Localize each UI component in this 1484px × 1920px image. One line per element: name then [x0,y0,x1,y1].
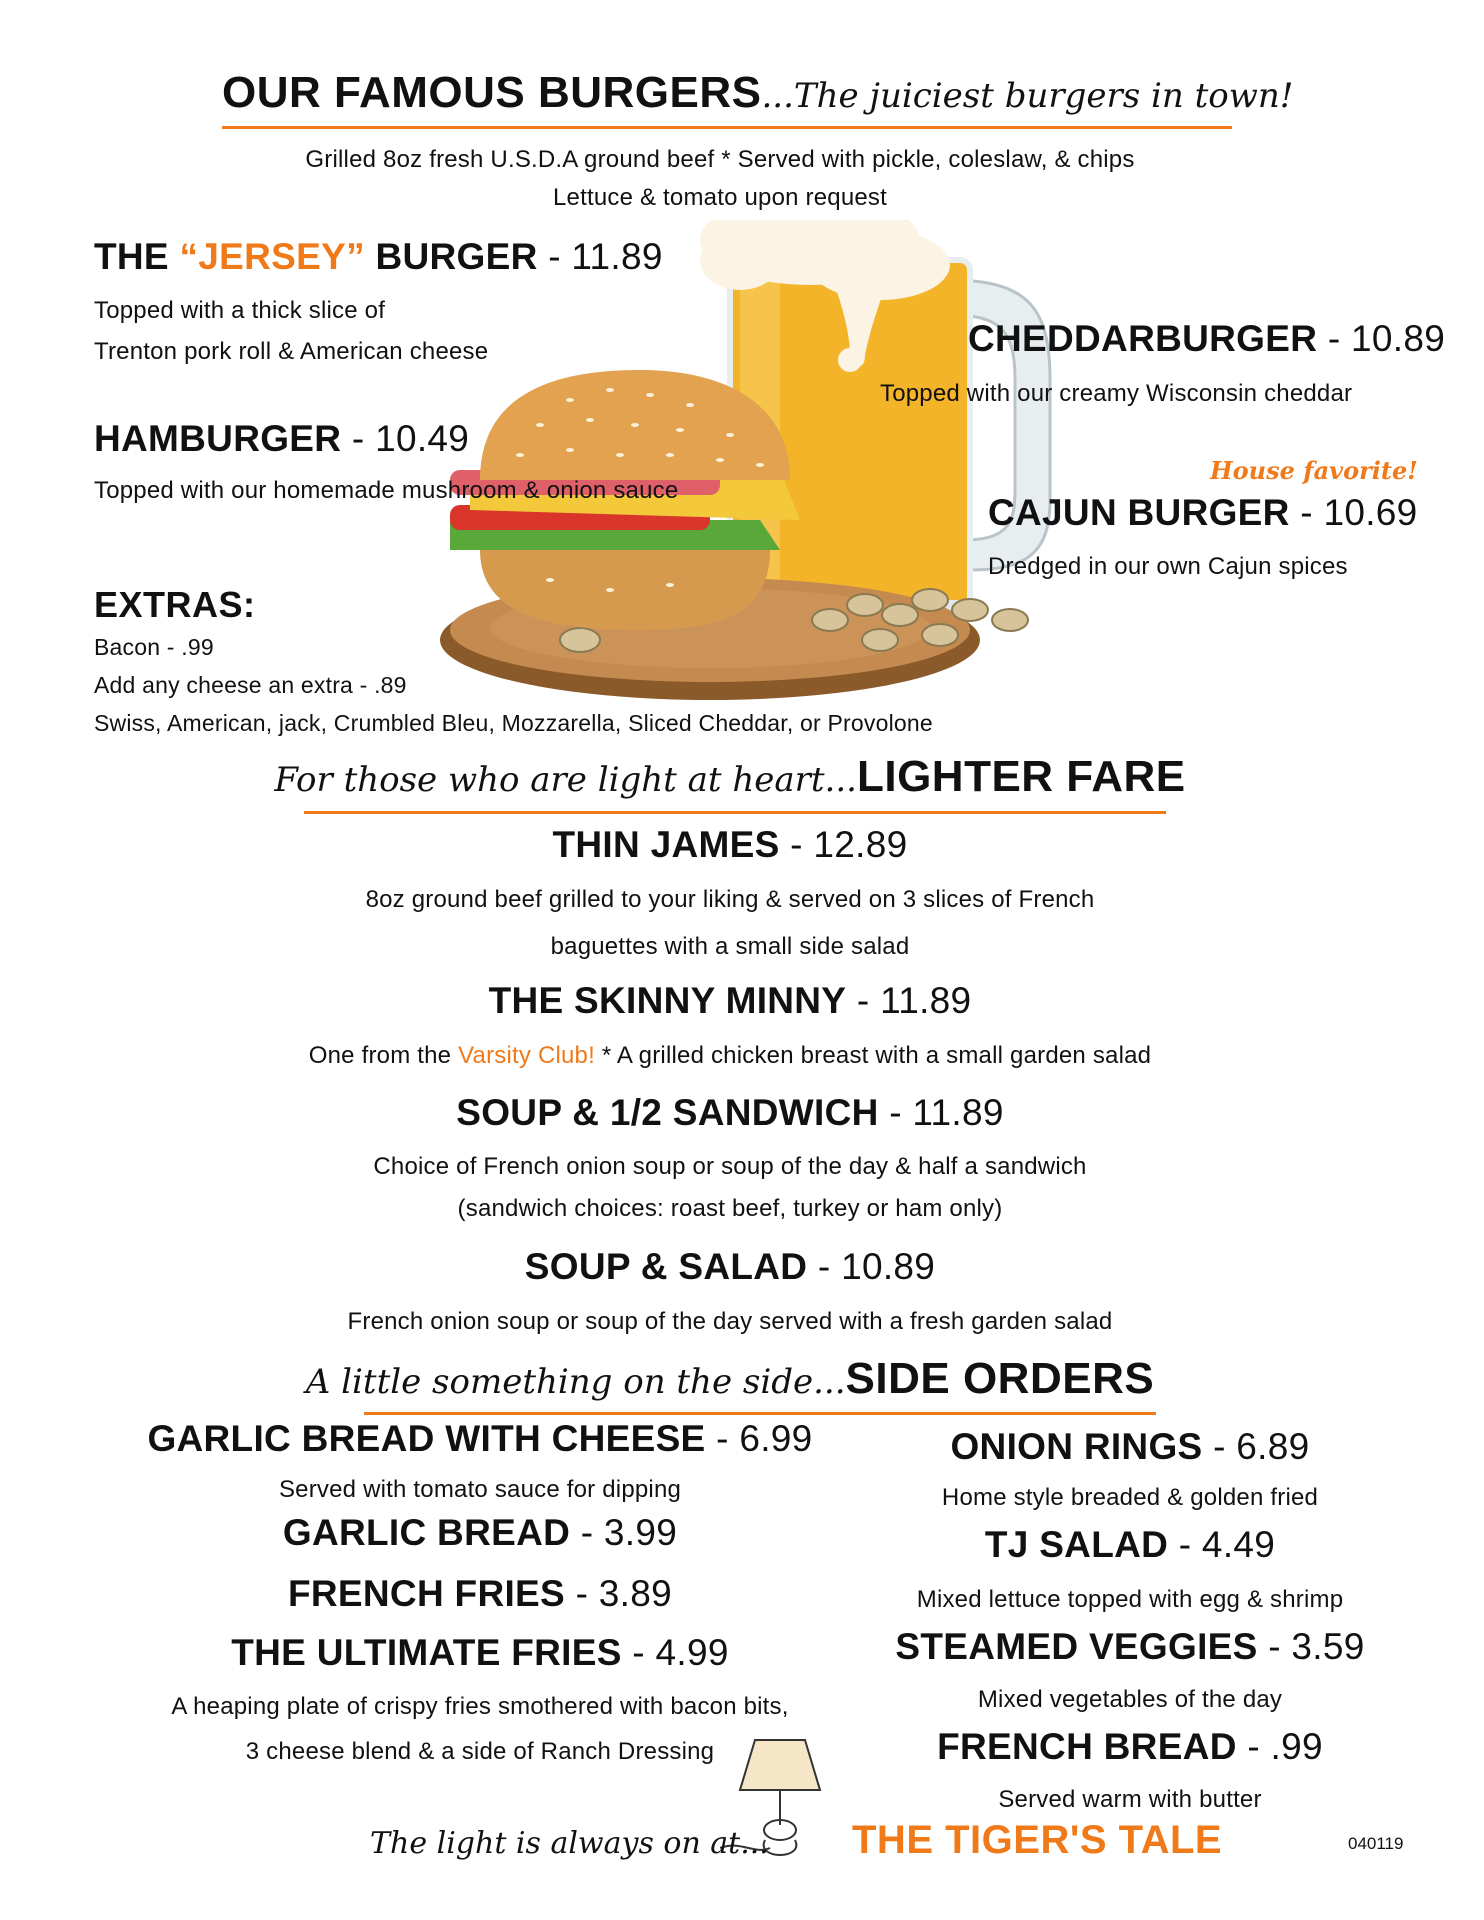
burgers-heading [222,68,1294,128]
jersey-burger-price: - 11.89 [537,236,663,277]
side-orders-script: A little something on the side [305,1362,814,1402]
soup-sandwich-desc-2: (sandwich choices: roast beef, turkey or ham only) [457,1195,1003,1222]
hamburger-price: - 10.49 [341,418,470,459]
onion-rings-desc: Home style breaded & golden fried [941,1484,1319,1511]
burgers-intro-2: Lettuce & tomato upon request [552,184,888,211]
skinny-minny-price: - 11.89 [846,980,972,1021]
jersey-burger-title [94,236,663,278]
burgers-intro-1: Grilled 8oz fresh U.S.D.A ground beef * Served with pickle, coleslaw, & chips [305,146,1135,173]
soup-sandwich-name: SOUP & 1/2 SANDWICH [456,1092,879,1133]
varsity-club-highlight: Varsity Club! [458,1042,595,1069]
soup-salad-name: SOUP & SALAD [524,1246,808,1287]
steamed-veggies-name: STEAMED VEGGIES [895,1626,1258,1667]
tj-salad-name: TJ SALAD [984,1524,1169,1565]
skinny-minny-desc [150,1042,1310,1070]
tj-salad-desc: Mixed lettuce topped with egg & shrimp [916,1586,1344,1613]
french-fries-name: FRENCH FRIES [288,1573,565,1614]
side-orders-heading [200,1354,1260,1404]
soup-sandwich-title [200,1092,1260,1134]
jersey-burger-desc-2: Trenton pork roll & American cheese [94,338,489,365]
skinny-minny-name: THE SKINNY MINNY [488,980,847,1021]
french-bread-desc: Served warm with butter [998,1786,1262,1813]
jersey-burger-pre: THE [94,236,180,277]
lighter-fare-title: LIGHTER FARE [856,752,1186,801]
skinny-minny-desc-post: * A grilled chicken breast with a small garden salad [594,1042,1152,1069]
steamed-veggies-price: - 3.59 [1257,1626,1365,1667]
garlic-bread-name: GARLIC BREAD [282,1512,571,1553]
extras-title: EXTRAS: [94,584,256,625]
house-favorite-note: House favorite! [1210,456,1418,485]
garlic-cheese-desc: Served with tomato sauce for dipping [278,1476,682,1503]
onion-rings-name: ONION RINGS [950,1426,1203,1467]
ultimate-fries-title [120,1632,840,1674]
steamed-veggies-desc: Mixed vegetables of the day [977,1686,1283,1713]
soup-sandwich-desc-1: Choice of French onion soup or soup of the day & half a sandwich [373,1153,1087,1180]
thin-james-title [200,824,1260,866]
thin-james-desc-2: baguettes with a small side salad [550,933,910,960]
jersey-burger-post: BURGER [364,236,538,277]
garlic-cheese-price: - 6.99 [705,1418,813,1459]
steamed-veggies-title [870,1626,1390,1668]
ultimate-fries-desc-1: A heaping plate of crispy fries smothered with bacon bits, [171,1693,789,1720]
extras-cheese-list: Swiss, American, jack, Crumbled Bleu, Mozzarella, Sliced Cheddar, or Provolone [94,710,933,736]
hamburger-title [94,418,469,460]
french-bread-name: FRENCH BREAD [937,1726,1237,1767]
hamburger-desc: Topped with our homemade mushroom & onion sauce [94,477,679,504]
french-bread-price: - .99 [1236,1726,1323,1767]
french-fries-price: - 3.89 [565,1573,672,1614]
burgers-title: OUR FAMOUS BURGERS [222,68,762,117]
tj-salad-title [870,1524,1390,1566]
footer-brand: THE TIGER'S TALE [852,1818,1223,1862]
cajun-burger-name: CAJUN BURGER [988,492,1290,533]
soup-salad-title [200,1246,1260,1288]
extras-bacon: Bacon - .99 [94,634,214,660]
lighter-fare-ellipsis: ... [824,760,857,800]
onion-rings-title [870,1426,1390,1468]
footer-code: 040119 [1348,1834,1404,1853]
cheddarburger-desc: Topped with our creamy Wisconsin cheddar [880,380,1353,407]
burgers-ellipsis: ... [761,76,794,116]
garlic-cheese-title [120,1418,840,1460]
tj-salad-price: - 4.49 [1168,1524,1276,1565]
side-orders-ellipsis: ... [813,1362,846,1402]
cajun-burger-desc: Dredged in our own Cajun spices [988,553,1348,580]
footer-script: The light is always on at... [370,1826,769,1861]
cheddarburger-name: CHEDDARBURGER [968,318,1318,359]
ultimate-fries-name: THE ULTIMATE FRIES [231,1632,622,1673]
french-fries-title [120,1573,840,1615]
garlic-cheese-name: GARLIC BREAD WITH CHEESE [147,1418,706,1459]
hamburger-name: HAMBURGER [94,418,342,459]
thin-james-desc-1: 8oz ground beef grilled to your liking & served on 3 slices of French [365,886,1095,913]
skinny-minny-desc-pre: One from the [308,1042,459,1069]
extras-cheese: Add any cheese an extra - .89 [94,672,407,698]
cajun-burger-price: - 10.69 [1289,492,1418,533]
french-bread-title [870,1726,1390,1768]
burgers-underline [222,126,1232,129]
burger-beer-illustration [410,220,1070,720]
side-orders-underline [364,1412,1156,1415]
thin-james-price: - 12.89 [779,824,908,865]
side-orders-title: SIDE ORDERS [845,1354,1155,1403]
onion-rings-price: - 6.89 [1202,1426,1310,1467]
garlic-bread-price: - 3.99 [570,1512,678,1553]
garlic-bread-title [120,1512,840,1554]
soup-sandwich-price: - 11.89 [878,1092,1004,1133]
cheddarburger-price: - 10.89 [1317,318,1446,359]
lighter-fare-script: For those who are light at heart [274,760,825,800]
thin-james-name: THIN JAMES [552,824,780,865]
ultimate-fries-price: - 4.99 [621,1632,729,1673]
soup-salad-price: - 10.89 [807,1246,936,1287]
jersey-burger-highlight: “JERSEY” [179,236,365,277]
cheddarburger-title [968,318,1445,360]
soup-salad-desc: French onion soup or soup of the day served with a fresh garden salad [347,1308,1113,1335]
jersey-burger-desc-1: Topped with a thick slice of [94,297,386,324]
burgers-tagline: The juiciest burgers in town! [793,76,1294,116]
lighter-fare-underline [304,811,1166,814]
ultimate-fries-desc-2: 3 cheese blend & a side of Ranch Dressing [245,1738,715,1765]
skinny-minny-title [200,980,1260,1022]
cajun-burger-title [988,492,1418,534]
lighter-fare-heading [200,752,1260,802]
